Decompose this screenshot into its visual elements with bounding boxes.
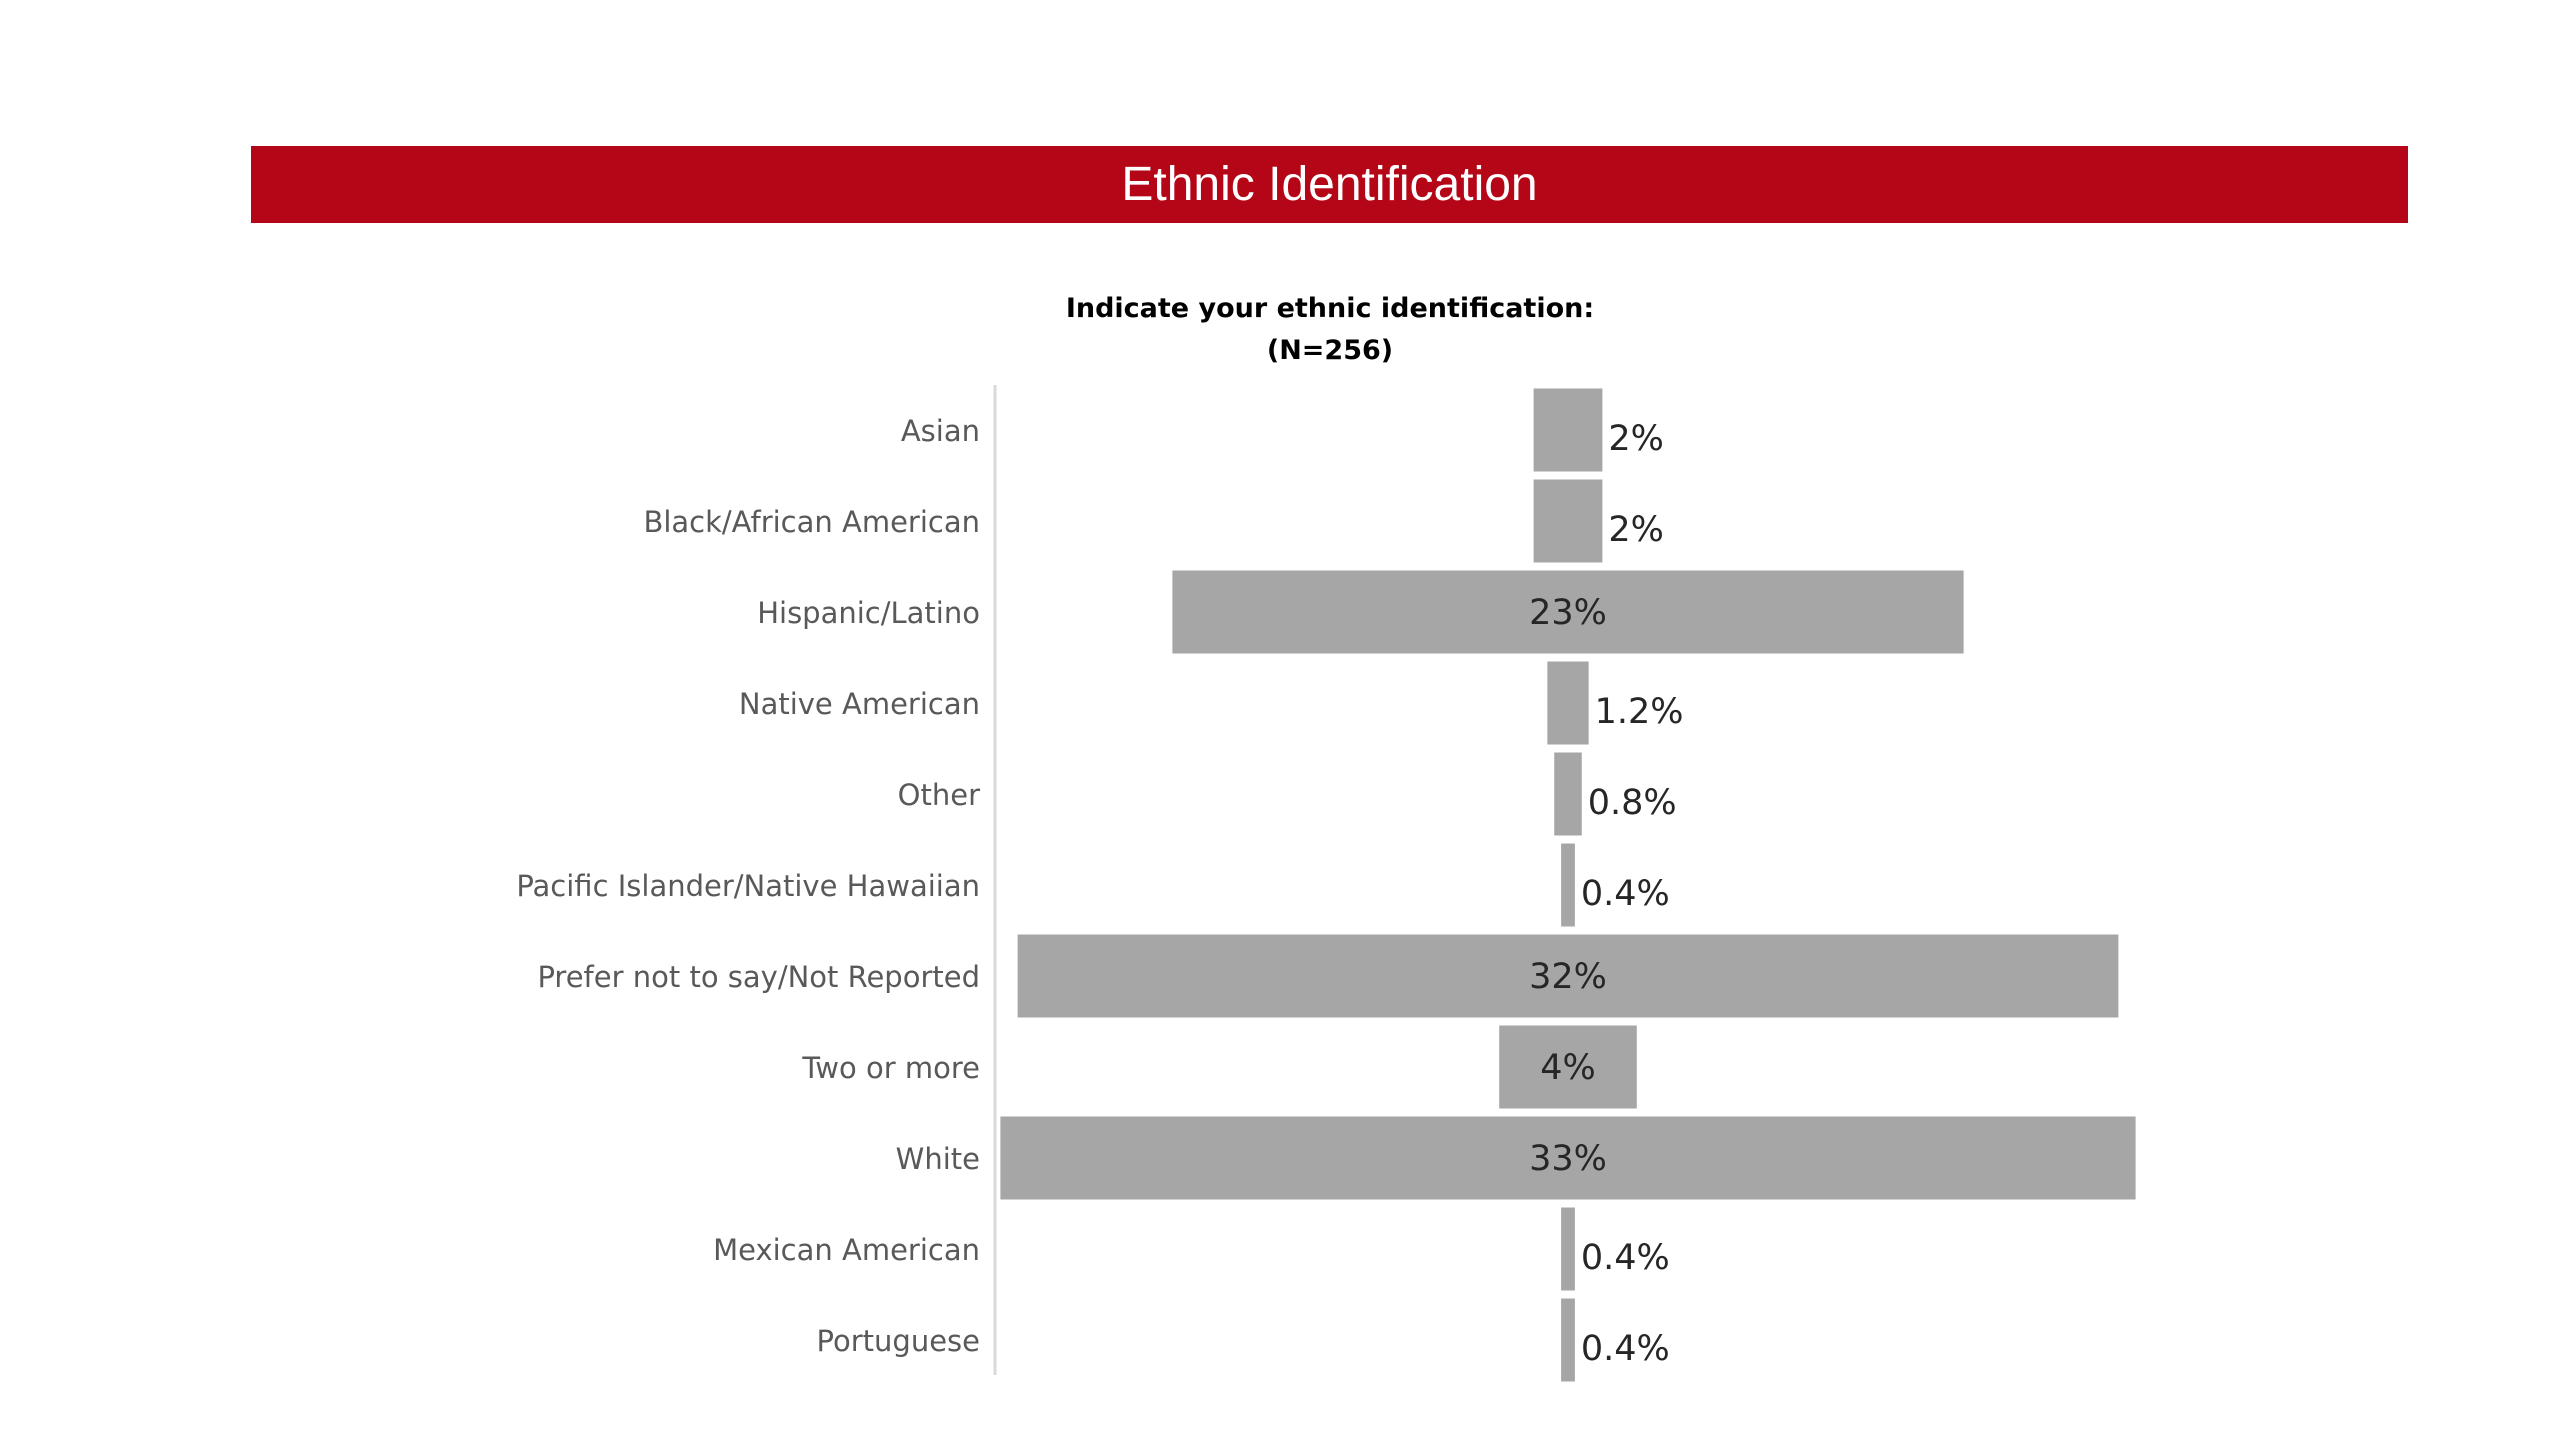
category-label: White — [895, 1142, 980, 1176]
value-label: 32% — [1529, 957, 1607, 997]
page-title: Ethnic Identification — [1121, 158, 1538, 211]
bar — [1561, 1208, 1575, 1291]
category-label: Asian — [900, 414, 980, 448]
value-label: 4% — [1540, 1048, 1596, 1088]
category-label: Native American — [738, 687, 980, 721]
value-label: 2% — [1608, 419, 1664, 459]
category-label: Mexican American — [713, 1233, 980, 1267]
value-label: 0.4% — [1580, 1238, 1670, 1278]
bars-group — [516, 389, 2135, 1382]
value-label: 1.2% — [1594, 692, 1684, 732]
value-label: 23% — [1529, 593, 1607, 633]
bar — [1534, 389, 1603, 472]
category-label: Hispanic/Latino — [757, 596, 980, 630]
chart-subtitle: (N=256) — [1266, 335, 1394, 366]
category-label: Black/African American — [643, 505, 980, 539]
bar — [1554, 753, 1582, 836]
bar — [1547, 662, 1588, 745]
bar — [1534, 480, 1603, 563]
category-label: Portuguese — [816, 1324, 980, 1358]
value-label: 2% — [1608, 510, 1664, 550]
category-label: Two or more — [802, 1051, 980, 1085]
bar — [1561, 844, 1575, 927]
bar — [1561, 1299, 1575, 1382]
category-label: Pacific Islander/Native Hawaiian — [516, 869, 980, 903]
category-label: Prefer not to say/Not Reported — [537, 960, 980, 994]
chart-title: Indicate your ethnic identification: — [1065, 293, 1595, 324]
value-label: 33% — [1529, 1139, 1607, 1179]
value-label: 0.4% — [1580, 1329, 1670, 1369]
value-label: 0.4% — [1580, 874, 1670, 914]
value-label: 0.8% — [1587, 783, 1677, 823]
category-label: Other — [897, 778, 980, 812]
